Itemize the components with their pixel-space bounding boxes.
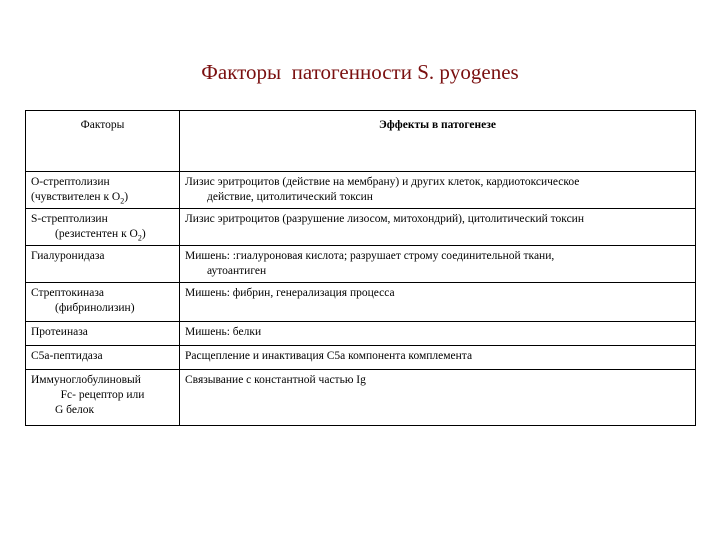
factor-name: S-стрептолизин bbox=[31, 213, 108, 225]
table-row bbox=[26, 172, 696, 209]
factor-cell bbox=[26, 283, 180, 322]
factor-name: Иммуноглобулиновый bbox=[31, 374, 141, 386]
factor-name: Гиалуронидаза bbox=[31, 250, 105, 262]
table-row bbox=[26, 246, 696, 283]
effect-cell bbox=[180, 246, 696, 283]
effect-text: Мишень: белки bbox=[185, 326, 262, 338]
factor-name: С5а-пептидаза bbox=[31, 350, 103, 362]
effect-text: Связывание с константной частью Ig bbox=[185, 374, 366, 386]
subscript: 2 bbox=[137, 233, 142, 243]
page-title: Факторы патогенности S. pyogenes bbox=[201, 60, 519, 84]
factor-note-end: ) bbox=[124, 191, 129, 203]
effect-cell bbox=[180, 346, 696, 370]
factor-note: (фибринолизин) bbox=[55, 302, 135, 314]
pathogenicity-factors-table bbox=[25, 110, 696, 426]
table-header-row bbox=[26, 111, 696, 172]
table-row bbox=[26, 209, 696, 246]
table-row bbox=[26, 346, 696, 370]
factor-name: Стрептокиназа bbox=[31, 287, 104, 299]
header-effects: Эффекты в патогенезе bbox=[180, 111, 696, 172]
effect-text-cont: действие, цитолитический токсин bbox=[207, 191, 373, 203]
effect-text: Лизис эритроцитов (действие на мембрану) и других клеток, кардиотоксическое bbox=[185, 176, 580, 188]
effect-cell bbox=[180, 172, 696, 209]
factor-note: (резистентен к О bbox=[55, 228, 138, 240]
factor-cell bbox=[26, 346, 180, 370]
factor-note: (чувствителен к О bbox=[31, 191, 121, 203]
subscript: 2 bbox=[120, 196, 125, 206]
effect-cell bbox=[180, 322, 696, 346]
table-row bbox=[26, 322, 696, 346]
table-row bbox=[26, 370, 696, 426]
effect-text: Мишень: :гиалуроновая кислота; разрушает строму соединительной ткани, bbox=[185, 250, 555, 262]
factor-cell bbox=[26, 322, 180, 346]
effect-text-cont: аутоантиген bbox=[207, 265, 267, 277]
effect-text: Лизис эритроцитов (разрушение лизосом, митохондрий), цитолитический токсин bbox=[185, 213, 584, 225]
factor-note-end: ) bbox=[141, 228, 146, 240]
factor-cell bbox=[26, 370, 180, 426]
effect-text: Расщепление и инактивация С5а компонента комплемента bbox=[185, 350, 473, 362]
header-factors: Факторы bbox=[26, 111, 180, 172]
factor-name-cont: Fc- рецептор или bbox=[60, 389, 145, 401]
factor-name-cont: G белок bbox=[55, 404, 95, 416]
factor-name: Протеиназа bbox=[31, 326, 88, 338]
factor-name: О-стрептолизин bbox=[31, 176, 110, 188]
effect-cell bbox=[180, 370, 696, 426]
effect-cell bbox=[180, 283, 696, 322]
factor-cell bbox=[26, 246, 180, 283]
factor-cell bbox=[26, 172, 180, 209]
table-row bbox=[26, 283, 696, 322]
factor-cell bbox=[26, 209, 180, 246]
effect-cell bbox=[180, 209, 696, 246]
effect-text: Мишень: фибрин, генерализация процесса bbox=[185, 287, 395, 299]
